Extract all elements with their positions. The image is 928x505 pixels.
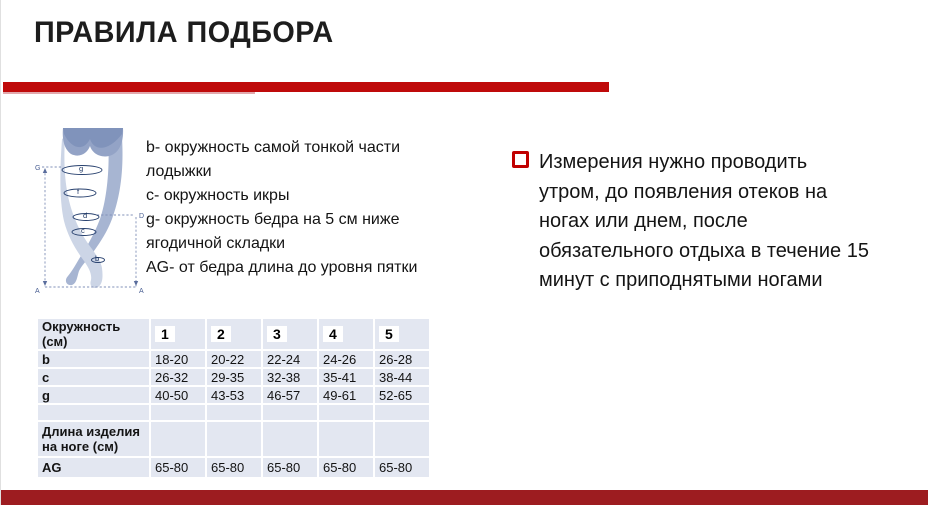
corner-label-A-left: A [35,288,40,295]
table-row-spacer [37,404,430,421]
band-label-b: b [95,254,100,263]
table-row-c: c 26-32 29-35 32-38 35-41 38-44 [37,368,430,386]
band-label-f: f [77,187,80,196]
table-row-length-label: Длина изделия на ноге (см) [37,421,430,457]
measurement-definitions [146,136,442,280]
size-column-1: 1 [155,326,175,342]
table-header-row [37,318,430,350]
band-label-g: g [79,164,84,173]
table-row-ag: AG 65-80 65-80 65-80 65-80 65-80 [37,457,430,478]
definition-b: b- окружность самой тонкой части лодыжки [146,139,401,180]
definition-g: g- окружность бедра на 5 см ниже ягодичной складки [146,211,400,252]
table-header-label: Окружность (см) [37,318,150,350]
size-column-3: 3 [267,326,287,342]
corner-label-G: G [35,165,41,172]
title-underline-accent [3,92,255,94]
size-column-4: 4 [323,326,343,342]
note-line: минут с приподнятыми ногами [539,269,823,291]
leg-measurement-diagram [34,127,149,297]
note-text [539,148,912,296]
note-line: ногах или днем, после [539,210,748,232]
title-underline-bar [3,82,609,92]
note-line: утром, до появления отеков на [539,180,828,203]
footer-bar [1,490,928,505]
size-table [36,317,431,479]
measurement-note [512,148,912,296]
table-row-g: g 40-50 43-53 46-57 49-61 52-65 [37,386,430,404]
band-label-c: c [81,226,85,235]
definition-ag: AG- от бедра длина до уровня пятки [146,259,418,276]
band-label-d: d [83,211,88,220]
table-row-b: b 18-20 20-22 22-24 24-26 26-28 [37,350,430,368]
page-title: ПРАВИЛА ПОДБОРА [34,16,334,49]
definition-c: c- окружность икры [146,187,290,204]
note-line: Измерения нужно проводить [539,151,808,173]
corner-label-D: D [139,213,145,220]
note-line: обязательного отдыха в течение 15 [539,239,869,262]
corner-label-A-right: A [139,288,144,295]
size-column-5: 5 [379,326,399,342]
square-bullet-icon [512,151,529,168]
size-column-2: 2 [211,326,231,342]
